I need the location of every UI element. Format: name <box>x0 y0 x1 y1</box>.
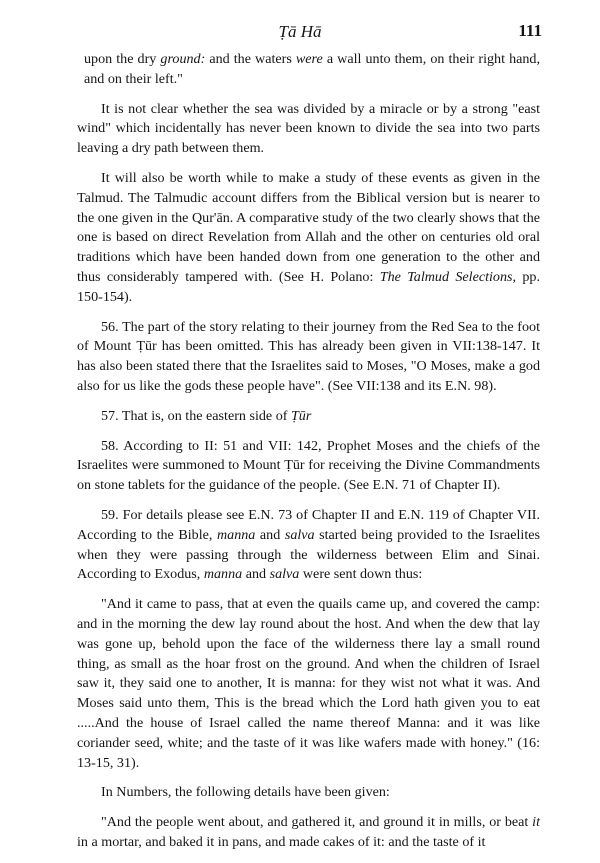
paragraph-sea-division: It is not clear whether the sea was divided by a miracle or by a strong "east wind" which incidentally has never been known to divide the sea into two parts leaving a dry path between them. <box>77 100 540 157</box>
paragraph-continuation: upon the dry ground: and the waters were a wall unto them, on their right hand, and on their left." <box>84 51 541 87</box>
note-56: 56. The part of the story relating to their journey from the Red Sea to the foot of Mount Ṭūr has been omitted. This has already been given in VII:138-147. It has also been stated there that the Israelites said to Moses, "O Moses, make a god also for us like the gods these people have". (See VII:138 and its E.N. 98). <box>77 318 540 394</box>
body-text <box>77 50 540 863</box>
paragraph-numbers-intro: In Numbers, the following details have been given: <box>101 784 390 801</box>
running-title: Ṭā Hā <box>278 22 322 41</box>
note-59: 59. For details please see E.N. 73 of Chapter II and E.N. 119 of Chapter VII. According to the Bible, manna and salva started being provided to the Israelites when they were passing through the wilderness between Elim and Sinai. According to Exodus, manna and salva were sent down thus: <box>77 506 540 583</box>
page-number: 111 <box>518 21 542 40</box>
paragraph-talmud: It will also be worth while to make a study of these events as given in the Talmud. The Talmudic account differs from the Biblical version but is nearer to the one given in the Qur'ān. A comparative study of the two clearly shows that the one is based on direct Revelation from Allah and the other on centuries old oral traditions which have been handed down from one generation to the other and thus considerably tampered with. (See H. Polano: The Talmud Selections, pp. 150-154). <box>77 169 540 305</box>
note-57: 57. That is, on the eastern side of Ṭūr <box>101 407 312 424</box>
quote-numbers: "And the people went about, and gathered it, and ground it in mills, or beat it in a mortar, and baked it in pans, and made cakes of it: and the taste of it <box>77 814 540 850</box>
quote-exodus: "And it came to pass, that at even the quails came up, and covered the camp: and in the morning the dew lay round about the host. And when the dew that lay was gone up, behold upon the face of the wilderness there lay a small round thing, as small as the hoar frost on the ground. And when the children of Israel saw it, they said one to another, It is manna: for they wist not what it was. And Moses said unto them, This is the bread which the Lord hath given you to eat .....And the house of Israel called the name thereof Manna: and it was like coriander seed, white; and the taste of it was like wafers made with honey." (16: 13-15, 31). <box>77 596 540 771</box>
note-58: 58. According to II: 51 and VII: 142, Prophet Moses and the chiefs of the Israelites were summoned to Mount Ṭūr for receiving the Divine Commandments on stone tablets for the guidance of the people. (See E.N. 71 of Chapter II). <box>77 437 540 494</box>
